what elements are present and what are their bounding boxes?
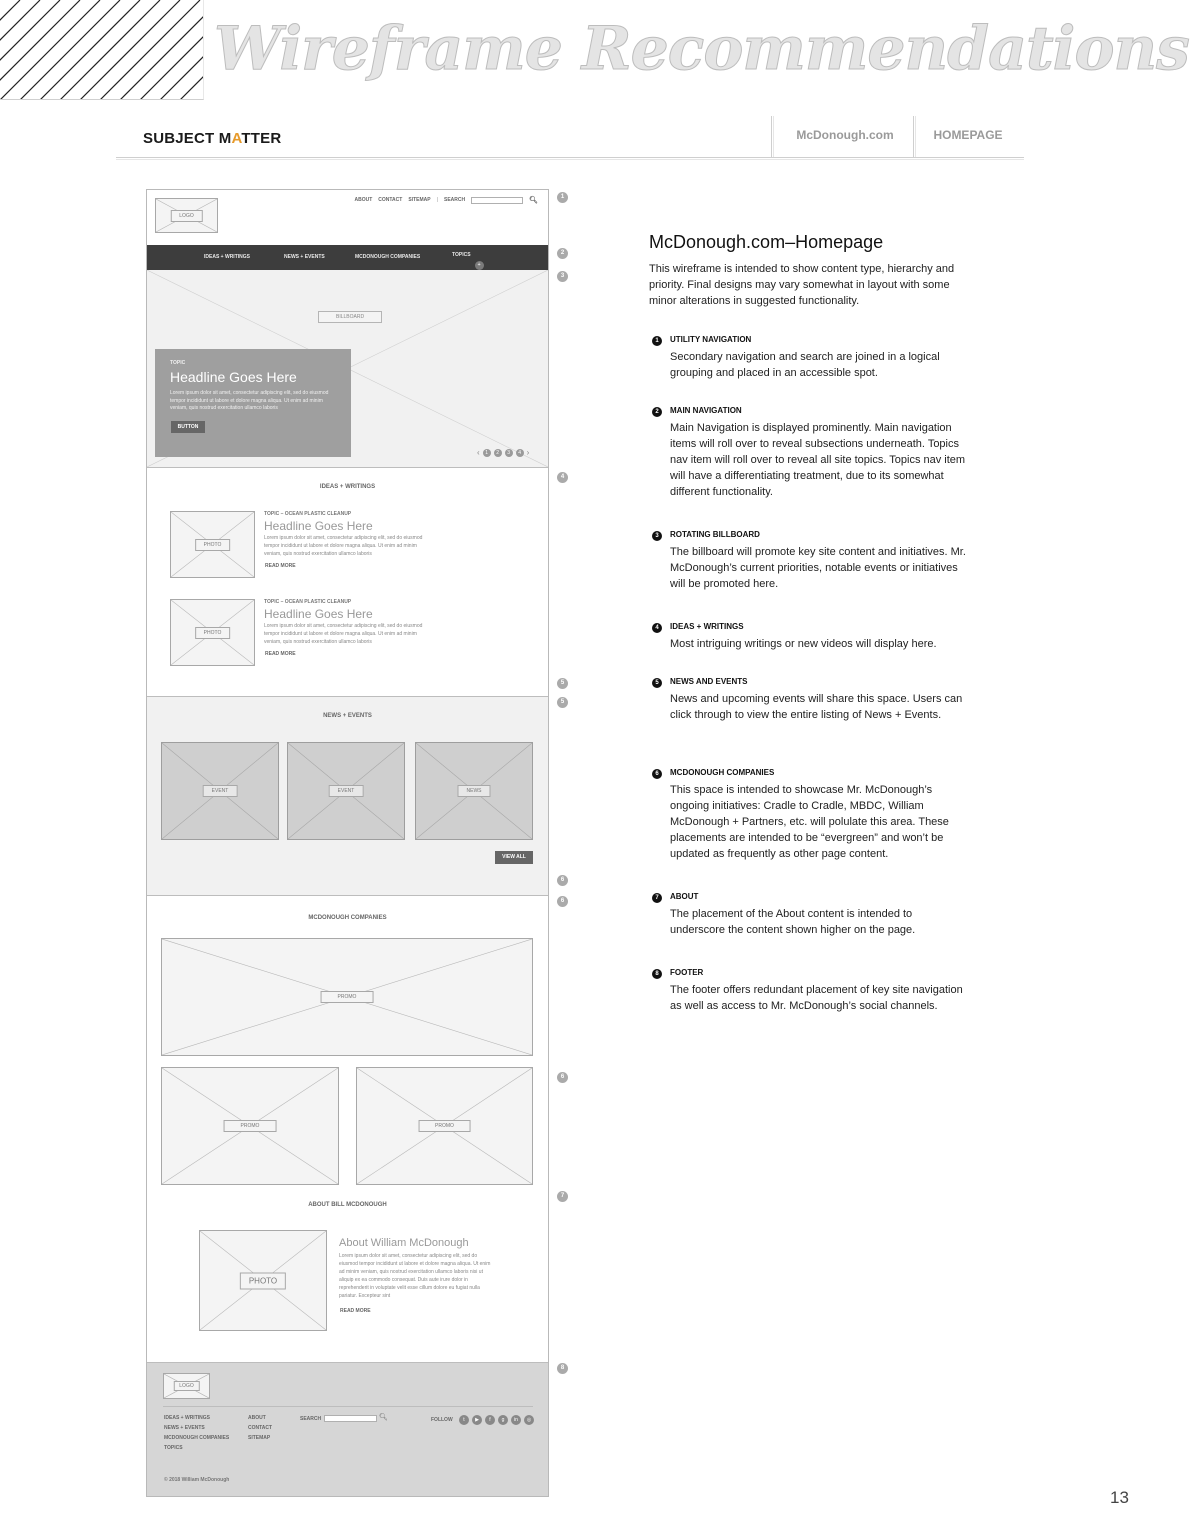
note-body: This space is intended to showcase Mr. McDonough’s ongoing initiatives: Cradle to Cradle, MBDC, William McDonough + Partners, etc. will polulate this area. These placements are intended to be “evergreen” and won’t be updated as frequently as other page content. (670, 784, 949, 860)
search-input[interactable] (471, 197, 523, 204)
linkedin-icon[interactable]: in (511, 1415, 521, 1425)
page-number: 13 (1110, 1488, 1129, 1507)
nav-topics-label: TOPICS (452, 252, 471, 258)
brand-accent: A (231, 130, 242, 147)
instagram-icon[interactable]: ◎ (524, 1415, 534, 1425)
utility-nav (354, 196, 538, 204)
section-marker: 8 (557, 1363, 568, 1374)
pager-dot[interactable]: 4 (516, 449, 524, 457)
photo-label: PHOTO (240, 1272, 286, 1289)
search-icon[interactable]: 🔍︎ (379, 1414, 388, 1421)
ideas-photo[interactable] (170, 599, 255, 666)
news-card[interactable] (415, 742, 533, 840)
footer-link[interactable]: IDEAS + WRITINGS (164, 1415, 210, 1421)
logo-label: LOGO (170, 210, 202, 222)
billboard-topic: TOPIC (170, 360, 186, 366)
nav-item-news[interactable]: NEWS + EVENTS (284, 254, 325, 260)
note-body: The placement of the About content is intended to underscore the content shown higher on the page. (670, 908, 916, 936)
header-page-name: HOMEPAGE (933, 128, 1003, 142)
util-link-contact[interactable]: CONTACT (378, 197, 403, 203)
promo-small[interactable] (356, 1067, 533, 1185)
nav-item-companies[interactable]: MCDONOUGH COMPANIES (355, 254, 421, 260)
footer-link[interactable]: SITEMAP (248, 1435, 271, 1441)
ideas-body: Lorem ipsum dolor sit amet, consectetur adipiscing elit, sed do eiusmod tempor incididunt ut labore et dolore magna aliqua. Ut enim ad minim veniam, quis nostrud exercitation ullamco laboris (264, 535, 423, 557)
note-heading: UTILITY NAVIGATION (670, 335, 752, 344)
note-heading: ROTATING BILLBOARD (670, 530, 760, 539)
footer-link[interactable]: ABOUT (248, 1415, 266, 1421)
note-heading: FOOTER (670, 968, 704, 977)
companies-heading: MCDONOUGH COMPANIES (308, 915, 387, 921)
nav-item-ideas[interactable]: IDEAS + WRITINGS (204, 254, 250, 260)
section-marker: 2 (557, 248, 568, 259)
follow-label: FOLLOW (431, 1417, 453, 1423)
view-all-button[interactable]: VIEW ALL (495, 851, 533, 864)
promo-label: PROMO (321, 991, 374, 1003)
note-number: 8 (652, 969, 662, 979)
about-headline: About William McDonough (339, 1237, 469, 1249)
billboard-pager (477, 448, 529, 457)
pager-dot[interactable]: 2 (494, 449, 502, 457)
footer (147, 1362, 548, 1497)
section-marker: 1 (557, 192, 568, 203)
photo-label: PHOTO (195, 627, 231, 639)
billboard-button[interactable]: BUTTON (171, 421, 205, 433)
footer-link[interactable]: CONTACT (248, 1425, 273, 1431)
promo-small[interactable] (161, 1067, 339, 1185)
note-body: The billboard will promote key site content and initiatives. Mr. McDonough’s current priorities, notable events or initiatives will be promoted here. (670, 546, 966, 590)
footer-col-2 (248, 1413, 272, 1443)
photo-label: PHOTO (195, 539, 231, 551)
news-card[interactable] (161, 742, 279, 840)
section-marker: 3 (557, 271, 568, 282)
billboard (147, 270, 548, 468)
nav-item-topics[interactable] (452, 252, 481, 268)
billboard-panel (155, 349, 351, 457)
plus-icon: + (475, 261, 484, 270)
facebook-icon[interactable]: f (485, 1415, 495, 1425)
document-title: Wireframe Recommendations (214, 14, 1189, 84)
util-divider: | (436, 197, 438, 203)
section-marker: 7 (557, 1191, 568, 1202)
chevron-right-icon[interactable]: › (526, 448, 530, 457)
note-number: 7 (652, 893, 662, 903)
header-site-name: McDonough.com (796, 128, 894, 142)
promo-large[interactable] (161, 938, 533, 1056)
ideas-body: Lorem ipsum dolor sit amet, consectetur adipiscing elit, sed do eiusmod tempor incididunt ut labore et dolore magna aliqua. Ut enim ad minim veniam, quis nostrud exercitation ullamco laboris (264, 623, 423, 645)
hatch-decoration (0, 0, 204, 100)
chevron-left-icon[interactable]: ‹ (477, 448, 480, 457)
read-more-link[interactable]: READ MORE (265, 651, 296, 657)
google-plus-icon[interactable]: g (498, 1415, 508, 1425)
ideas-headline[interactable]: Headline Goes Here (264, 519, 373, 533)
ideas-topic: TOPIC – OCEAN PLASTIC CLEANUP (264, 511, 352, 517)
billboard-label: BILLBOARD (318, 311, 382, 323)
promo-label: PROMO (224, 1120, 277, 1132)
billboard-headline: Headline Goes Here (170, 369, 297, 385)
note-body: Most intriguing writings or new videos will display here. (670, 638, 937, 650)
news-heading: NEWS + EVENTS (323, 713, 372, 719)
note-body: Main Navigation is displayed prominently. Main navigation items will roll over to reveal subsections underneath. Topics nav item will roll over to reveal all site topics. Topics nav item will have a differentiating treatment, due to its somewhat different functionality. (670, 422, 966, 498)
youtube-icon[interactable]: ▶ (472, 1415, 482, 1425)
brand-logo: SUBJECT MATTER (143, 130, 282, 147)
note-heading: ABOUT (670, 892, 699, 901)
note-body: News and upcoming events will share this space. Users can click through to view the entire listing of News + Events. (670, 693, 963, 721)
ideas-photo[interactable] (170, 511, 255, 578)
wireframe (146, 189, 549, 1497)
read-more-link[interactable]: READ MORE (340, 1308, 371, 1314)
search-label: SEARCH (443, 197, 466, 203)
note-heading: IDEAS + WRITINGS (670, 622, 744, 631)
about-photo (199, 1230, 327, 1331)
about-body: Lorem ipsum dolor sit amet, consectetur adipiscing elit, sed do eiusmod tempor incididunt ut labore et dolore magna aliqua. Ut enim ad minim veniam, quis nostrud exercitation ullamco laboris nisi ut aliquip ex ea commodo consequat. Duis aute irure dolor in reprehenderit in voluptate velit esse cillum dolore eu fugiat nulla pariatur. Excepteur sint (339, 1253, 491, 1299)
copyright: © 2018 William McDonough (164, 1477, 230, 1483)
card-label: EVENT (329, 785, 364, 797)
footer-link[interactable]: TOPICS (164, 1445, 183, 1451)
logo-label: LOGO (173, 1381, 199, 1391)
footer-rule (163, 1406, 533, 1407)
ideas-topic: TOPIC – OCEAN PLASTIC CLEANUP (264, 599, 352, 605)
footer-search-label: SEARCH (300, 1416, 322, 1422)
footer-link[interactable]: MCDONOUGH COMPANIES (164, 1435, 230, 1441)
promo-label: PROMO (418, 1120, 471, 1132)
read-more-link[interactable]: READ MORE (265, 563, 296, 569)
section-marker: 5 (557, 697, 568, 708)
note-number: 5 (652, 678, 662, 688)
note-heading: MCDONOUGH COMPANIES (670, 768, 775, 777)
billboard-body: Lorem ipsum dolor sit amet, consectetur adipiscing elit, sed do eiusmod tempor incididunt ut labore et dolore magna aliqua. Ut enim ad minim veniam, quis nostrud exercitation ullamco laboris (170, 390, 329, 411)
header-divider (771, 116, 774, 158)
footer-search-input[interactable] (324, 1415, 377, 1422)
section-marker: 6 (557, 896, 568, 907)
footer-logo[interactable] (163, 1373, 210, 1399)
note-heading: MAIN NAVIGATION (670, 406, 742, 415)
news-card[interactable] (287, 742, 405, 840)
pager-dot[interactable]: 3 (505, 449, 513, 457)
pager-dot[interactable]: 1 (483, 449, 491, 457)
annotation-intro: This wireframe is intended to show content type, hierarchy and priority. Final designs may vary somewhat in layout with some minor alterations in suggested functionality. (649, 263, 955, 307)
news-events-section (147, 696, 548, 896)
note-body: Secondary navigation and search are joined in a logical grouping and placed in an accessible spot. (670, 351, 940, 379)
social-icons (459, 1415, 534, 1425)
card-label: EVENT (203, 785, 238, 797)
section-marker: 5 (557, 678, 568, 689)
note-number: 2 (652, 407, 662, 417)
footer-link[interactable]: NEWS + EVENTS (164, 1425, 205, 1431)
note-number: 1 (652, 336, 662, 346)
note-body: The footer offers redundant placement of key site navigation as well as access to Mr. McDonough’s social channels. (670, 984, 963, 1012)
note-heading: NEWS AND EVENTS (670, 677, 748, 686)
ideas-headline[interactable]: Headline Goes Here (264, 607, 373, 621)
section-marker: 6 (557, 875, 568, 886)
header-rule (116, 157, 1024, 160)
ideas-heading: IDEAS + WRITINGS (319, 484, 376, 490)
logo-placeholder[interactable] (155, 198, 218, 233)
annotation-title: McDonough.com–Homepage (649, 232, 884, 252)
search-icon[interactable]: 🔍︎ (529, 197, 538, 204)
about-heading: ABOUT BILL MCDONOUGH (308, 1202, 387, 1208)
card-label: NEWS (458, 785, 491, 797)
util-link-about[interactable]: ABOUT (354, 197, 373, 203)
main-nav (147, 245, 548, 270)
section-marker: 4 (557, 472, 568, 483)
footer-col-1 (164, 1413, 229, 1453)
section-marker: 6 (557, 1072, 568, 1083)
twitter-icon[interactable]: t (459, 1415, 469, 1425)
note-number: 6 (652, 769, 662, 779)
util-link-sitemap[interactable]: SITEMAP (408, 197, 431, 203)
note-number: 4 (652, 623, 662, 633)
note-number: 3 (652, 531, 662, 541)
